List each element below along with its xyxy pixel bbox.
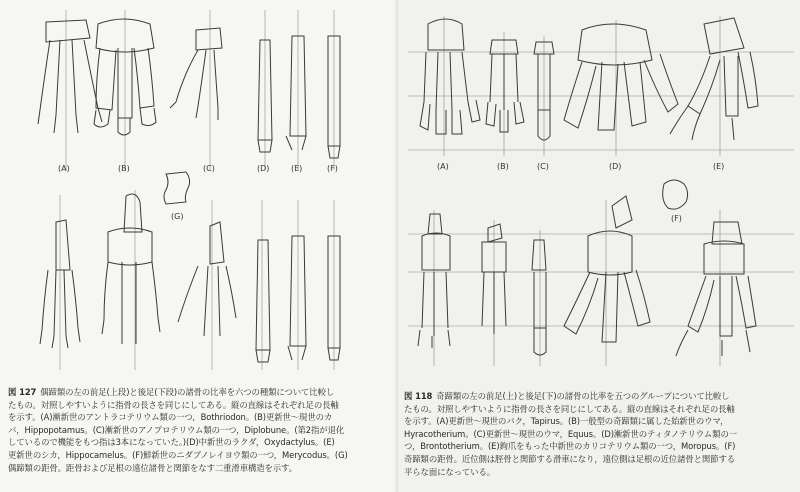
left-page [0,0,398,492]
reference-lines [408,52,794,326]
caption-line: バ，Hippopotamus。(C)漸新世のアノプロテリウム類の一つ，Diplobune。(第2指が退化 [8,424,345,435]
astragalus-f [663,180,688,209]
label-a: (A) [58,164,70,173]
label-a: (A) [437,162,449,171]
hindfoot-c [532,240,546,355]
figure-number: 図 118 [404,391,433,401]
hindfoot-e [676,222,756,356]
right-page [398,0,800,492]
label-c: (C) [203,164,215,173]
label-g: (G) [171,212,184,221]
caption-line: を示す。(A)漸新世のアントラコテリウム類の一つ，Bothriodon。(B)更新世～現世のカ [8,412,333,423]
figure-number: 図 127 [8,387,37,397]
forefoot-d [564,24,678,130]
right-caption [404,390,796,478]
axis-lines [434,16,720,366]
forefoot-b [486,40,524,132]
caption-line: Hyracotherium。(C)更新世～現世のウマ，Equus。(D)漸新世のティタノテリウム類の一 [404,428,738,439]
astragalus-g [164,172,190,204]
label-e: (E) [713,162,725,171]
left-figure-drawing [0,0,398,380]
caption-line: 更新世のシカ，Hippocamelus。(F)鮮新世のニダブノレイヨウ類の一つ，Merycodus。(G) [8,449,348,460]
hindfoot-b [482,224,506,334]
caption-line: つ，Brontotherium。(E)鉤爪をもった中新世のカリコテリウム類の一つ，Moropus。(F) [404,441,736,452]
label-b: (B) [118,164,130,173]
label-d: (D) [609,162,622,171]
forefoot-e [670,18,758,140]
axis-lines [60,10,334,370]
caption-line: 奇蹄類の左の前足(上)と後足(下)の諸骨の比率を五つのグループについて比較し [436,391,730,401]
forefoot-e [286,36,306,150]
caption-line: たもの。対照しやすいように指骨の長さを同じにしてある。縦の直線はそれぞれ足の長軸 [8,399,339,410]
caption-line: 偶蹄類の左の前足(上段)と後足(下段)の諸骨の比率を六つの種類について比較し [40,387,335,397]
label-d: (D) [257,164,270,173]
forefoot-a [420,19,480,134]
left-caption [8,386,392,474]
label-f: (F) [671,214,682,223]
label-e: (E) [291,164,303,173]
caption-line: 奇蹄類の距骨。近位側は脛骨と関節する滑車になり，遠位側は足根の近位諸骨と関節する [404,453,735,464]
hindfoot-e [288,236,306,360]
right-figure-drawing [398,0,800,380]
hindfoot-c [178,222,236,336]
caption-line: たもの。対照しやすいように指骨の長さを同じにしてある。縦の直線はそれぞれ足の長軸 [404,403,735,414]
forefoot-a [38,20,102,133]
forefoot-c [170,28,222,120]
caption-line: を示す。(A)更新世～現世のバク，Tapirus。(B)一般型の奇蹄類に属した始新世のウマ， [404,416,729,427]
hindfoot-b [102,194,160,344]
label-b: (B) [497,162,509,171]
caption-line: しているので機能をもつ指は3本になっていた。)(D)中新世のラクダ，Oxydactylus。(E) [8,437,335,448]
caption-line: 平らな面になっている。 [404,466,496,477]
label-c: (C) [537,162,549,171]
label-f: (F) [327,164,338,173]
caption-line: 偶蹄類の距骨。距骨および足根の遠位諸骨と関節をなす二重滑車構造を示す。 [8,462,297,473]
hindfoot-d [564,196,650,342]
hindfoot-d [256,240,270,362]
